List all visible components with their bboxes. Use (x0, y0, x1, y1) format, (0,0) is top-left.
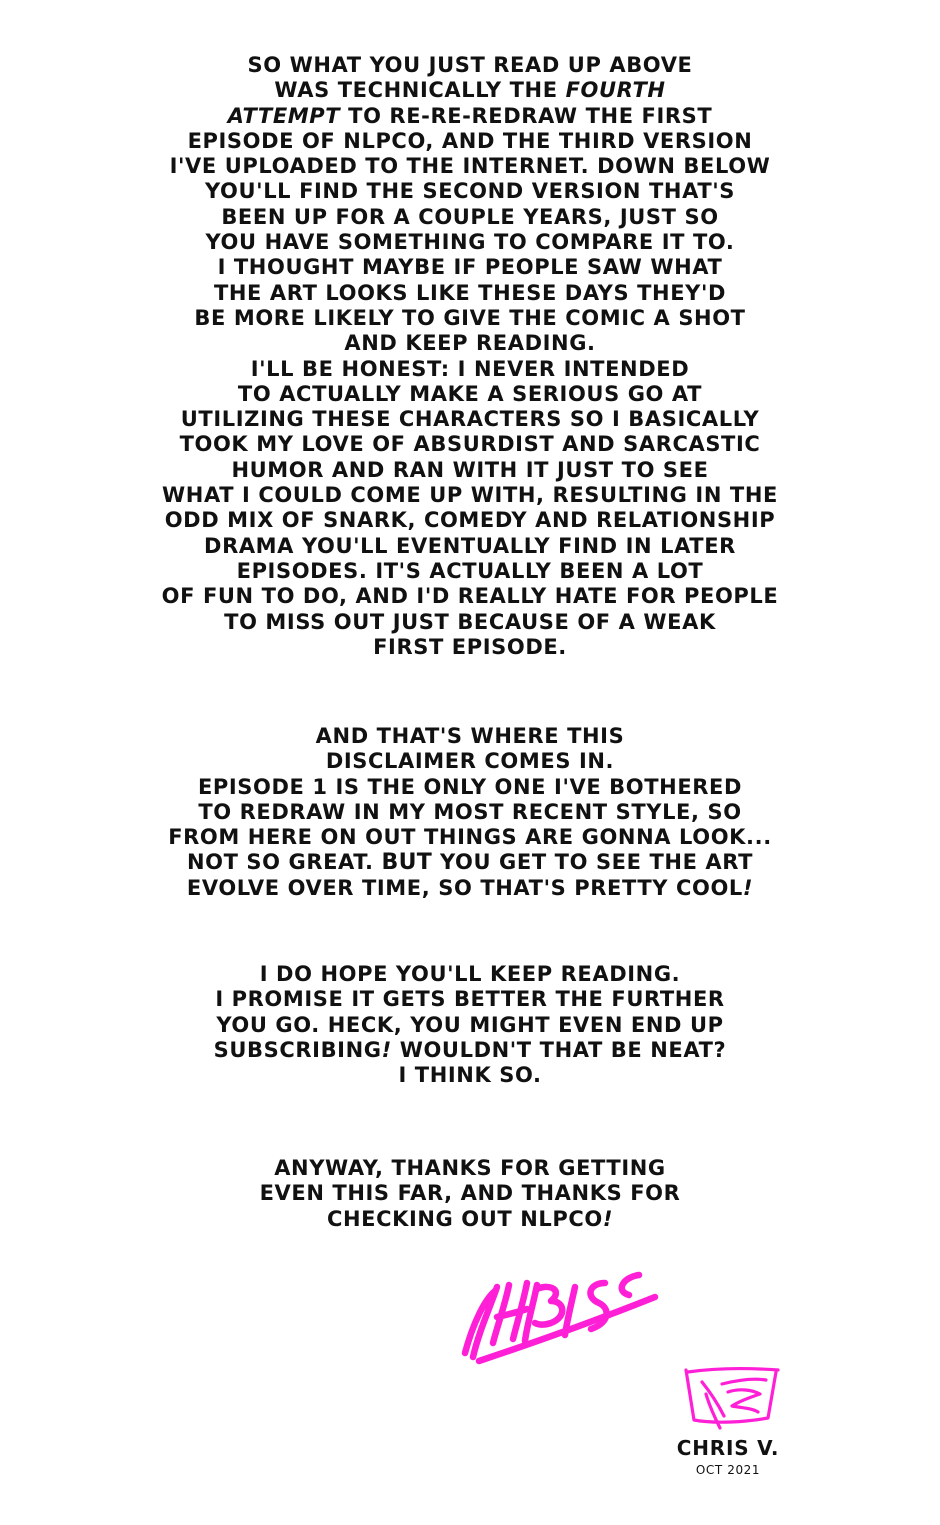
text-line: SUBSCRIBING! WOULDN'T THAT BE NEAT? (213, 1037, 727, 1062)
text-line: WHAT I COULD COME UP WITH, RESULTING IN THE (162, 483, 778, 508)
signature-date: OCT 2021 (695, 1463, 761, 1477)
paragraph-keep-reading (0, 962, 940, 1088)
text-line: SO WHAT YOU JUST READ UP ABOVE (247, 53, 693, 77)
text-line: YOU HAVE SOMETHING TO COMPARE IT TO. (205, 230, 735, 255)
text-line: AND KEEP READING. (344, 331, 596, 356)
text-line: I'VE UPLOADED TO THE INTERNET. DOWN BELOW (169, 154, 771, 179)
emphasis-text: ATTEMPT (227, 103, 341, 128)
text-line: WAS TECHNICALLY THE FOURTH (274, 78, 666, 103)
text-line: ODD MIX OF SNARK, COMEDY AND RELATIONSHIP (164, 508, 776, 533)
text-line: FIRST EPISODE. (373, 634, 567, 659)
text-line: AND THAT'S WHERE THIS (315, 724, 625, 748)
text-line: EVOLVE OVER TIME, SO THAT'S PRETTY COOL! (186, 875, 754, 900)
bold-emphasis-text: BUT (381, 850, 433, 876)
text-line: OF FUN TO DO, AND I'D REALLY HATE FOR PEOPLE (161, 584, 779, 609)
text-line: TO REDRAW IN MY MOST RECENT STYLE, SO (198, 799, 742, 824)
text-line: TO MISS OUT JUST BECAUSE OF A WEAK (224, 609, 716, 634)
text-line: YOU GO. HECK, YOU MIGHT EVEN END UP (216, 1012, 724, 1037)
paragraph-intro (0, 53, 940, 660)
text-line: THE ART LOOKS LIKE THESE DAYS THEY'D (213, 280, 727, 305)
text-line: NOT SO GREAT. BUT YOU GET TO SEE THE ART (186, 850, 754, 876)
text-line: TO ACTUALLY MAKE A SERIOUS GO AT (237, 381, 703, 406)
text-line: ANYWAY, THANKS FOR GETTING (274, 1156, 666, 1180)
text-line: I THINK SO. (398, 1063, 542, 1088)
text-line: DRAMA YOU'LL EVENTUALLY FIND IN LATER (204, 533, 736, 558)
text-line: DISCLAIMER COMES IN. (325, 749, 615, 774)
emphasis-text: FOURTH (565, 78, 666, 103)
handwritten-signature (455, 1265, 665, 1365)
text-line: CHECKING OUT NLPCO! (326, 1206, 614, 1231)
text-line: YOU'LL FIND THE SECOND VERSION THAT'S (205, 179, 735, 204)
paragraph-thanks (0, 1156, 940, 1232)
text-line: ATTEMPT TO RE-RE-REDRAW THE FIRST (227, 103, 713, 128)
paragraph-disclaimer (0, 724, 940, 901)
text-line: UTILIZING THESE CHARACTERS SO I BASICALLY (180, 407, 760, 432)
chris-v-monogram-icon (676, 1364, 786, 1434)
text-line: HUMOR AND RAN WITH IT JUST TO SEE (231, 457, 709, 482)
text-line: EPISODE 1 IS THE ONLY ONE I'VE BOTHERED (197, 774, 743, 799)
text-line: BE MORE LIKELY TO GIVE THE COMIC A SHOT (194, 305, 746, 330)
text-line: EVEN THIS FAR, AND THANKS FOR (259, 1181, 681, 1206)
text-line: EPISODES. IT'S ACTUALLY BEEN A LOT (236, 558, 704, 583)
text-line: EPISODE OF NLPCO, AND THE THIRD VERSION (187, 128, 753, 153)
text-line: I PROMISE IT GETS BETTER THE FURTHER (215, 987, 725, 1012)
author-name: CHRIS V. (676, 1436, 780, 1460)
text-line: I'LL BE HONEST: I NEVER INTENDED (250, 356, 690, 381)
text-line: I THOUGHT MAYBE IF PEOPLE SAW WHAT (217, 255, 723, 280)
text-line: I DO HOPE YOU'LL KEEP READING. (259, 962, 681, 986)
text-line: FROM HERE ON OUT THINGS ARE GONNA LOOK... (168, 825, 772, 850)
text-line: TOOK MY LOVE OF ABSURDIST AND SARCASTIC (179, 432, 761, 457)
text-line: BEEN UP FOR A COUPLE YEARS, JUST SO (221, 204, 719, 229)
